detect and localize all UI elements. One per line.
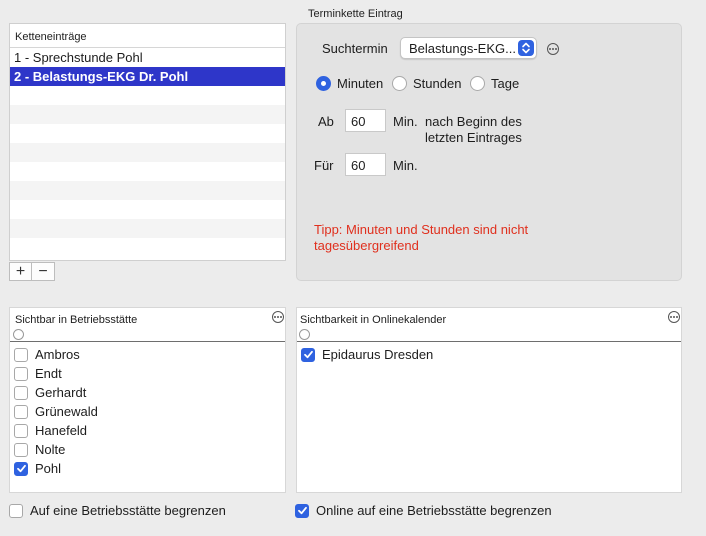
group-title: Terminkette Eintrag — [308, 8, 403, 20]
empty-row — [10, 124, 285, 143]
site-checkbox[interactable] — [14, 348, 28, 362]
chain-entry-1[interactable]: 1 - Sprechstunde Pohl — [14, 50, 143, 65]
checkmark-icon — [303, 349, 314, 360]
online-limit-site-label: Online auf eine Betriebsstätte begrenzen — [316, 503, 552, 518]
sites-list — [14, 345, 98, 478]
empty-row — [10, 181, 285, 200]
chain-entries-table[interactable] — [9, 23, 286, 261]
unit-minutes-radio[interactable] — [316, 76, 331, 91]
for-minutes-input[interactable]: 60 — [345, 153, 386, 176]
online-list — [301, 345, 433, 364]
sites-select-all-radio[interactable] — [13, 329, 24, 340]
unit-hours-option[interactable] — [392, 76, 461, 91]
site-checkbox[interactable] — [14, 424, 28, 438]
site-item-nolte[interactable] — [14, 440, 98, 459]
site-checkbox[interactable] — [14, 443, 28, 457]
site-label: Gerhardt — [35, 385, 87, 400]
from-minutes-input[interactable]: 60 — [345, 109, 386, 132]
online-limit-site-checkbox[interactable] — [295, 504, 309, 518]
online-checkbox[interactable] — [301, 348, 315, 362]
sites-panel — [9, 307, 286, 493]
limit-site-option[interactable] — [9, 501, 226, 520]
from-suffix-line-1: nach Beginn des — [425, 114, 522, 129]
site-checkbox[interactable] — [14, 367, 28, 381]
empty-row — [10, 162, 285, 181]
empty-row — [10, 86, 285, 105]
site-label: Grünewald — [35, 404, 98, 419]
minus-icon: − — [38, 262, 48, 280]
search-appointment-value: Belastungs-EKG... — [409, 41, 516, 56]
site-item-pohl[interactable] — [14, 459, 98, 478]
for-unit-label: Min. — [393, 158, 418, 173]
empty-row — [10, 200, 285, 219]
empty-row — [10, 238, 285, 257]
online-label: Epidaurus Dresden — [322, 347, 434, 362]
site-item-gerhardt[interactable] — [14, 383, 98, 402]
unit-minutes-option[interactable] — [316, 76, 383, 91]
site-item-ambros[interactable] — [14, 345, 98, 364]
site-label: Endt — [35, 366, 62, 381]
empty-row — [10, 219, 285, 238]
empty-row — [10, 143, 285, 162]
tip-line-2: tagesübergreifend — [314, 238, 419, 253]
site-label: Nolte — [35, 442, 66, 457]
checkmark-icon — [297, 505, 308, 516]
empty-row — [10, 105, 285, 124]
tip-text — [314, 222, 528, 254]
tip-line-1: Tipp: Minuten und Stunden sind nicht — [314, 222, 529, 237]
online-select-all-radio[interactable] — [299, 329, 310, 340]
plus-icon: + — [15, 262, 26, 280]
site-item-gruenewald[interactable] — [14, 402, 98, 421]
search-appointment-popup[interactable] — [400, 37, 537, 59]
online-limit-site-option[interactable] — [295, 501, 552, 520]
site-checkbox[interactable] — [14, 462, 28, 476]
sites-divider — [10, 341, 285, 342]
site-label: Pohl — [35, 461, 62, 476]
from-unit-label: Min. — [393, 114, 418, 129]
sites-panel-title: Sichtbar in Betriebsstätte — [15, 314, 138, 326]
chain-entries-header[interactable]: Ketteneinträge — [10, 24, 285, 48]
search-label: Suchtermin — [322, 41, 388, 56]
checkmark-icon — [16, 463, 27, 474]
unit-days-label: Tage — [491, 76, 520, 91]
unit-hours-radio[interactable] — [392, 76, 407, 91]
add-entry-button[interactable] — [9, 262, 32, 281]
online-panel — [296, 307, 682, 493]
site-label: Ambros — [35, 347, 80, 362]
site-item-endt[interactable] — [14, 364, 98, 383]
limit-site-checkbox[interactable] — [9, 504, 23, 518]
unit-hours-label: Stunden — [413, 76, 462, 91]
unit-days-option[interactable] — [470, 76, 519, 91]
sites-more-icon[interactable] — [272, 311, 284, 323]
for-label: Für — [314, 158, 334, 173]
site-checkbox[interactable] — [14, 405, 28, 419]
limit-site-label: Auf eine Betriebsstätte begrenzen — [30, 503, 226, 518]
chain-edit-bar — [9, 262, 55, 282]
remove-entry-button[interactable] — [32, 262, 55, 281]
from-suffix-line-2: letzten Eintrages — [425, 130, 522, 145]
site-item-hanefeld[interactable] — [14, 421, 98, 440]
updown-chevron-icon — [518, 40, 534, 56]
site-checkbox[interactable] — [14, 386, 28, 400]
from-label: Ab — [318, 114, 334, 129]
chain-entry-2[interactable]: 2 - Belastungs-EKG Dr. Pohl — [10, 67, 285, 86]
online-divider — [297, 341, 681, 342]
unit-minutes-label: Minuten — [337, 76, 384, 91]
online-panel-title: Sichtbarkeit in Onlinekalender — [300, 314, 447, 326]
unit-days-radio[interactable] — [470, 76, 485, 91]
online-item-epidaurus[interactable] — [301, 345, 433, 364]
search-more-icon[interactable] — [547, 43, 559, 55]
online-more-icon[interactable] — [668, 311, 680, 323]
site-label: Hanefeld — [35, 423, 88, 438]
